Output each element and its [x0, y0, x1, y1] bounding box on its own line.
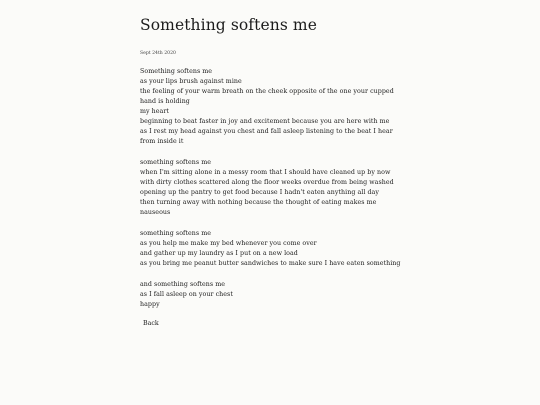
poem-line: something softens me	[140, 230, 212, 237]
stanza-1	[140, 67, 405, 147]
poem-line: then turning away with nothing because the thought of eating makes me nauseous	[140, 199, 377, 216]
poem-line: as your lips brush against mine	[140, 78, 242, 85]
poem-line: when I'm sitting alone in a messy room that I should have cleaned up by now	[140, 169, 391, 176]
poem-line: happy	[140, 301, 160, 308]
stanza-4	[140, 280, 405, 310]
poem-line: as I fall asleep on your chest	[140, 291, 233, 298]
poem-line: as I rest my head against you chest and fall asleep listening to the beat I hear from inside it	[140, 128, 393, 145]
poem-line: as you help me make my bed whenever you come over	[140, 240, 317, 247]
stanza-3	[140, 229, 405, 269]
post-date: Sept 24th 2020	[140, 51, 176, 56]
poem-line: as you bring me peanut butter sandwiches to make sure I have eaten something	[140, 260, 401, 267]
poem-line: opening up the pantry to get food because I hadn't eaten anything all day	[140, 189, 379, 196]
stanza-2	[140, 158, 405, 218]
poem-line: beginning to beat faster in joy and excitement because you are here with me	[140, 118, 390, 125]
back-link[interactable]: Back	[143, 320, 159, 327]
post	[140, 0, 405, 329]
poem-line: Something softens me	[140, 68, 213, 75]
poem-line: with dirty clothes scattered along the floor weeks overdue from being washed	[140, 179, 394, 186]
poem-line: and gather up my laundry as I put on a new load	[140, 250, 298, 257]
poem-line: the feeling of your warm breath on the cheek opposite of the one your cupped hand is holding	[140, 88, 394, 105]
poem-body	[140, 67, 405, 310]
poem-line: my heart	[140, 108, 170, 115]
poem-line: and something softens me	[140, 281, 226, 288]
page-title: Something softens me	[140, 16, 317, 34]
poem-line: something softens me	[140, 159, 212, 166]
